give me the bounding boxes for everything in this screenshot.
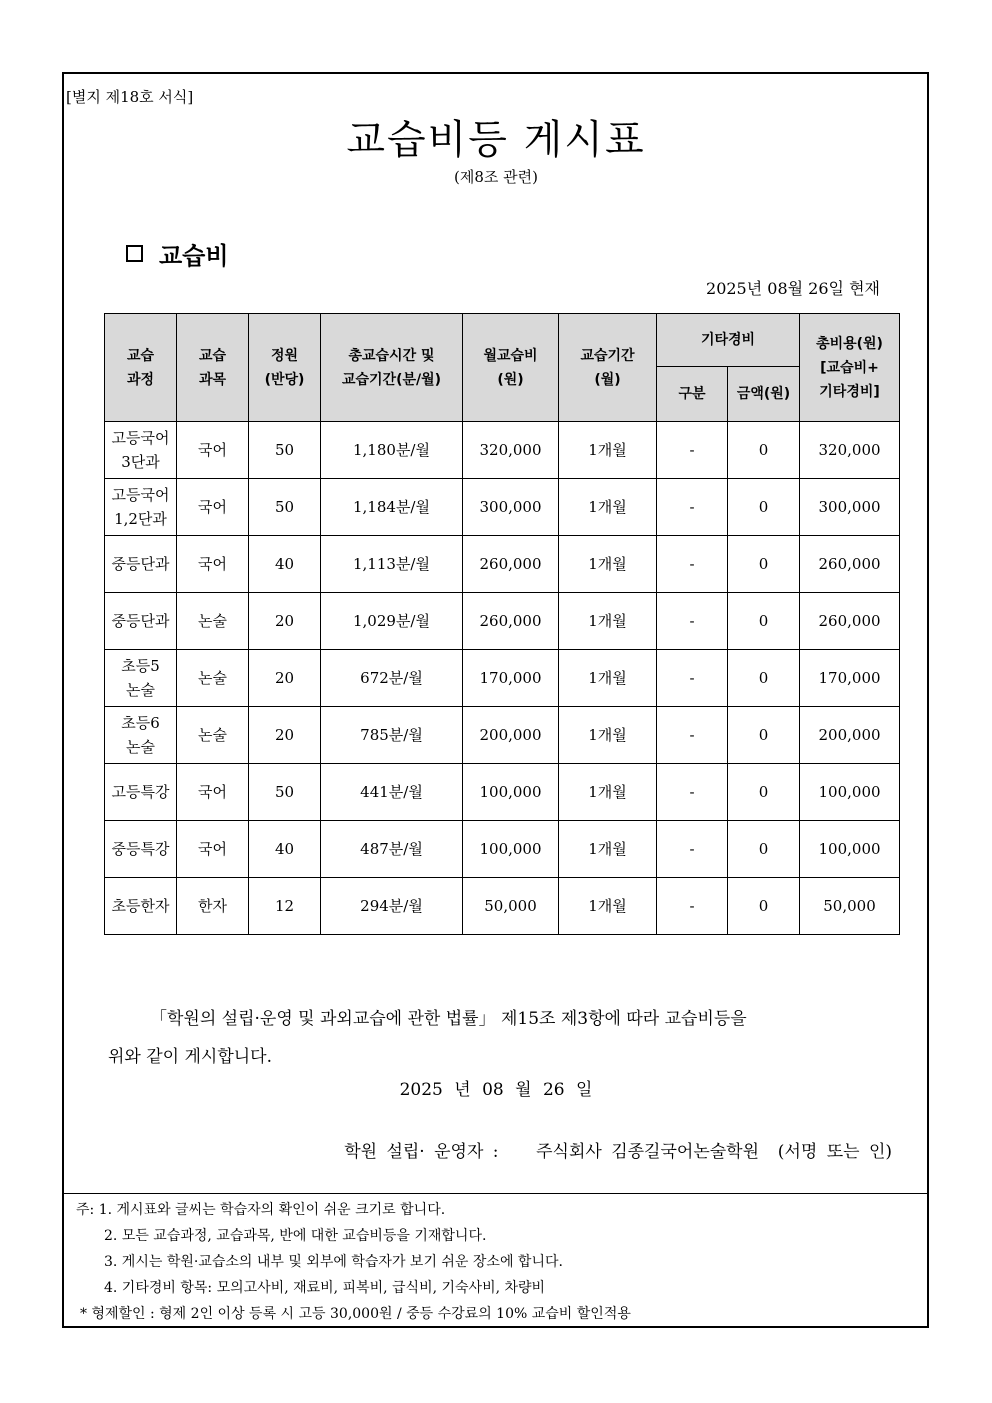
cell-monthly-fee: 300,000 — [463, 479, 559, 536]
table-row — [105, 650, 900, 707]
note-item: 주: 1. 게시표와 글씨는 학습자의 확인이 쉬운 크기로 합니다. — [76, 1202, 446, 1218]
table-row — [105, 593, 900, 650]
cell-subject: 한자 — [177, 878, 249, 935]
table-row — [105, 821, 900, 878]
cell-course: 고등국어 3단과 — [105, 422, 177, 479]
header-course: 교습 과정 — [105, 314, 177, 422]
cell-monthly-fee: 50,000 — [463, 878, 559, 935]
header-subject: 교습 과목 — [177, 314, 249, 422]
cell-capacity: 50 — [249, 422, 321, 479]
cell-period: 1개월 — [559, 878, 657, 935]
cell-period: 1개월 — [559, 479, 657, 536]
cell-period: 1개월 — [559, 821, 657, 878]
note-item: 3. 게시는 학원·교습소의 내부 및 외부에 학습자가 보기 쉬운 장소에 합니다. — [104, 1254, 563, 1270]
section-label: 교습비 — [159, 242, 229, 270]
cell-period: 1개월 — [559, 593, 657, 650]
empty-checkbox-icon — [126, 245, 143, 262]
cell-other-type: - — [657, 593, 728, 650]
cell-total-time: 785분/월 — [321, 707, 463, 764]
cell-other-amount: 0 — [728, 422, 800, 479]
cell-capacity: 20 — [249, 593, 321, 650]
cell-period: 1개월 — [559, 536, 657, 593]
cell-subject: 국어 — [177, 764, 249, 821]
cell-other-amount: 0 — [728, 764, 800, 821]
header-monthly-fee: 월교습비 (원) — [463, 314, 559, 422]
note-item: * 형제할인 : 형제 2인 이상 등록 시 고등 30,000원 / 중등 수강료의 10% 교습비 할인적용 — [80, 1306, 631, 1322]
cell-total-cost: 50,000 — [800, 878, 900, 935]
page-title: 교습비등 게시표 — [346, 117, 646, 163]
notes-divider — [62, 1193, 929, 1194]
cell-capacity: 50 — [249, 479, 321, 536]
cell-total-time: 672분/월 — [321, 650, 463, 707]
cell-total-time: 1,113분/월 — [321, 536, 463, 593]
cell-other-type: - — [657, 479, 728, 536]
cell-capacity: 40 — [249, 536, 321, 593]
notes — [76, 1197, 631, 1327]
table-row — [105, 536, 900, 593]
cell-other-amount: 0 — [728, 821, 800, 878]
cell-other-type: - — [657, 536, 728, 593]
cell-monthly-fee: 100,000 — [463, 764, 559, 821]
fee-table — [104, 313, 900, 935]
cell-monthly-fee: 200,000 — [463, 707, 559, 764]
cell-total-time: 294분/월 — [321, 878, 463, 935]
cell-total-time: 1,180분/월 — [321, 422, 463, 479]
cell-total-time: 1,184분/월 — [321, 479, 463, 536]
table-row — [105, 479, 900, 536]
cell-capacity: 20 — [249, 650, 321, 707]
cell-monthly-fee: 320,000 — [463, 422, 559, 479]
section-heading — [126, 236, 229, 271]
cell-course: 초등5 논술 — [105, 650, 177, 707]
cell-capacity: 20 — [249, 707, 321, 764]
cell-monthly-fee: 260,000 — [463, 536, 559, 593]
cell-other-amount: 0 — [728, 536, 800, 593]
cell-monthly-fee: 170,000 — [463, 650, 559, 707]
table-row — [105, 422, 900, 479]
cell-total-time: 1,029분/월 — [321, 593, 463, 650]
cell-total-cost: 260,000 — [800, 593, 900, 650]
header-capacity: 정원 (반당) — [249, 314, 321, 422]
header-other-type: 구분 — [657, 367, 728, 422]
cell-other-amount: 0 — [728, 878, 800, 935]
table-row — [105, 878, 900, 935]
cell-total-cost: 200,000 — [800, 707, 900, 764]
cell-total-time: 441분/월 — [321, 764, 463, 821]
cell-total-cost: 300,000 — [800, 479, 900, 536]
cell-other-type: - — [657, 707, 728, 764]
cell-total-time: 487분/월 — [321, 821, 463, 878]
cell-subject: 국어 — [177, 536, 249, 593]
cell-course: 고등특강 — [105, 764, 177, 821]
cell-other-type: - — [657, 422, 728, 479]
table-row — [105, 764, 900, 821]
cell-course: 초등한자 — [105, 878, 177, 935]
cell-period: 1개월 — [559, 422, 657, 479]
page-subtitle: (제8조 관련) — [454, 168, 538, 186]
note-item: 2. 모든 교습과정, 교습과목, 반에 대한 교습비등을 기재합니다. — [104, 1228, 487, 1244]
notice-text — [108, 1000, 888, 1076]
cell-subject: 논술 — [177, 707, 249, 764]
cell-subject: 국어 — [177, 821, 249, 878]
cell-total-cost: 320,000 — [800, 422, 900, 479]
cell-capacity: 50 — [249, 764, 321, 821]
cell-monthly-fee: 260,000 — [463, 593, 559, 650]
cell-total-cost: 100,000 — [800, 764, 900, 821]
cell-subject: 국어 — [177, 479, 249, 536]
cell-other-type: - — [657, 821, 728, 878]
notice-line-1: 「학원의 설립·운영 및 과외교습에 관한 법률」 제15조 제3항에 따라 교습비등을 — [150, 1009, 747, 1029]
cell-period: 1개월 — [559, 707, 657, 764]
cell-capacity: 40 — [249, 821, 321, 878]
cell-course: 중등특강 — [105, 821, 177, 878]
operator-signature: 학원 설립· 운영자 : 주식회사 김종길국어논술학원 (서명 또는 인) — [344, 1142, 892, 1162]
cell-other-amount: 0 — [728, 479, 800, 536]
header-period: 교습기간 (월) — [559, 314, 657, 422]
notice-line-2: 위와 같이 게시합니다. — [108, 1047, 273, 1067]
cell-period: 1개월 — [559, 650, 657, 707]
cell-total-cost: 260,000 — [800, 536, 900, 593]
cell-capacity: 12 — [249, 878, 321, 935]
cell-subject: 논술 — [177, 593, 249, 650]
cell-period: 1개월 — [559, 764, 657, 821]
cell-course: 중등단과 — [105, 593, 177, 650]
cell-course: 고등국어 1,2단과 — [105, 479, 177, 536]
header-total-cost: 총비용(원) [교습비+ 기타경비] — [800, 314, 900, 422]
cell-monthly-fee: 100,000 — [463, 821, 559, 878]
cell-other-type: - — [657, 878, 728, 935]
table-row — [105, 707, 900, 764]
cell-other-amount: 0 — [728, 650, 800, 707]
form-number: [별지 제18호 서식] — [66, 88, 194, 106]
posting-date: 2025 년 08 월 26 일 — [399, 1080, 593, 1100]
cell-other-amount: 0 — [728, 707, 800, 764]
cell-total-cost: 170,000 — [800, 650, 900, 707]
cell-other-amount: 0 — [728, 593, 800, 650]
cell-course: 초등6 논술 — [105, 707, 177, 764]
header-total-time: 총교습시간 및 교습기간(분/월) — [321, 314, 463, 422]
as-of-date: 2025년 08월 26일 현재 — [706, 279, 880, 298]
cell-subject: 논술 — [177, 650, 249, 707]
cell-other-type: - — [657, 764, 728, 821]
cell-total-cost: 100,000 — [800, 821, 900, 878]
header-other-amount: 금액(원) — [728, 367, 800, 422]
cell-course: 중등단과 — [105, 536, 177, 593]
cell-subject: 국어 — [177, 422, 249, 479]
header-other-expenses: 기타경비 — [657, 314, 800, 367]
note-item: 4. 기타경비 항목: 모의고사비, 재료비, 피복비, 급식비, 기숙사비, 차량비 — [104, 1280, 546, 1296]
cell-other-type: - — [657, 650, 728, 707]
